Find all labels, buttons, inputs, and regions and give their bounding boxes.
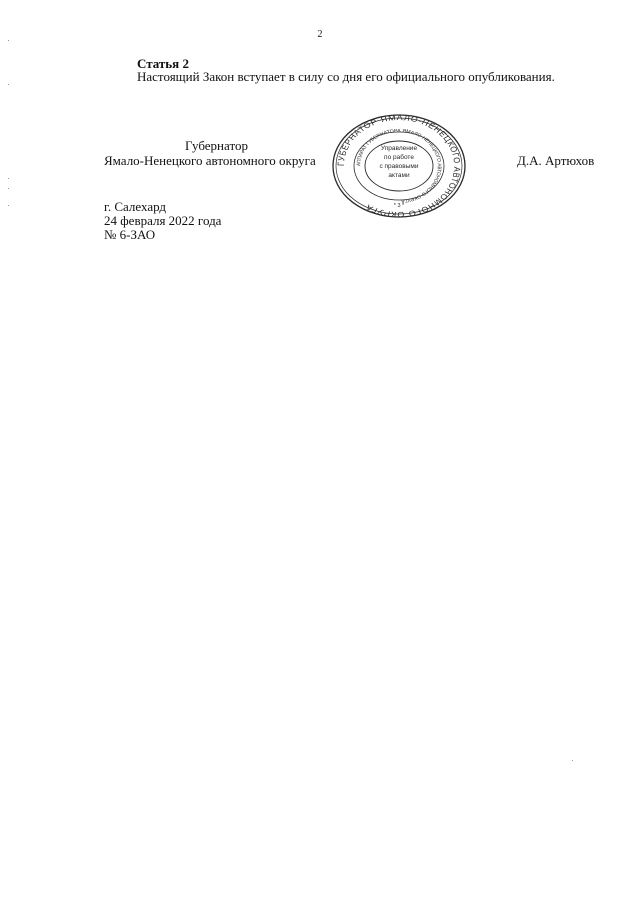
scan-mark [8, 205, 9, 206]
article-text: Настоящий Закон вступает в силу со дня его официального опубликования. [137, 69, 555, 84]
seal-inner-text: АППАРАТ ГУБЕРНАТОРА ЯМАЛО-НЕНЕЦКОГО АВТОНОМНОГО ОКРУГА [356, 129, 442, 203]
scan-mark [8, 84, 9, 85]
seal-outer-text: ГУБЕРНАТОР ЯМАЛО-НЕНЕЦКОГО АВТОНОМНОГО ОКРУГА [336, 113, 462, 219]
official-seal [330, 113, 468, 219]
page-number: 2 [317, 29, 323, 40]
seal-center-line-2: по работе [384, 154, 414, 161]
scan-mark [8, 40, 9, 41]
seal-number: * 3 * [393, 203, 405, 209]
signing-date: 24 февраля 2022 года [104, 213, 222, 228]
seal-center-line-1: Управление [380, 145, 418, 152]
law-number: № 6-ЗАО [104, 227, 156, 242]
signatory-title: Губернатор [185, 138, 248, 153]
seal-center-line-3: с правовыми [379, 163, 419, 170]
scan-mark [572, 760, 573, 761]
scan-mark [8, 178, 9, 179]
article-title: Статья 2 [137, 56, 189, 71]
signatory-name: Д.А. Артюхов [517, 153, 595, 168]
seal-center-line-4: актами [388, 172, 410, 179]
place-of-signing: г. Салехард [104, 199, 167, 214]
signatory-region: Ямало-Ненецкого автономного округа [104, 153, 316, 168]
scan-mark [8, 188, 9, 189]
